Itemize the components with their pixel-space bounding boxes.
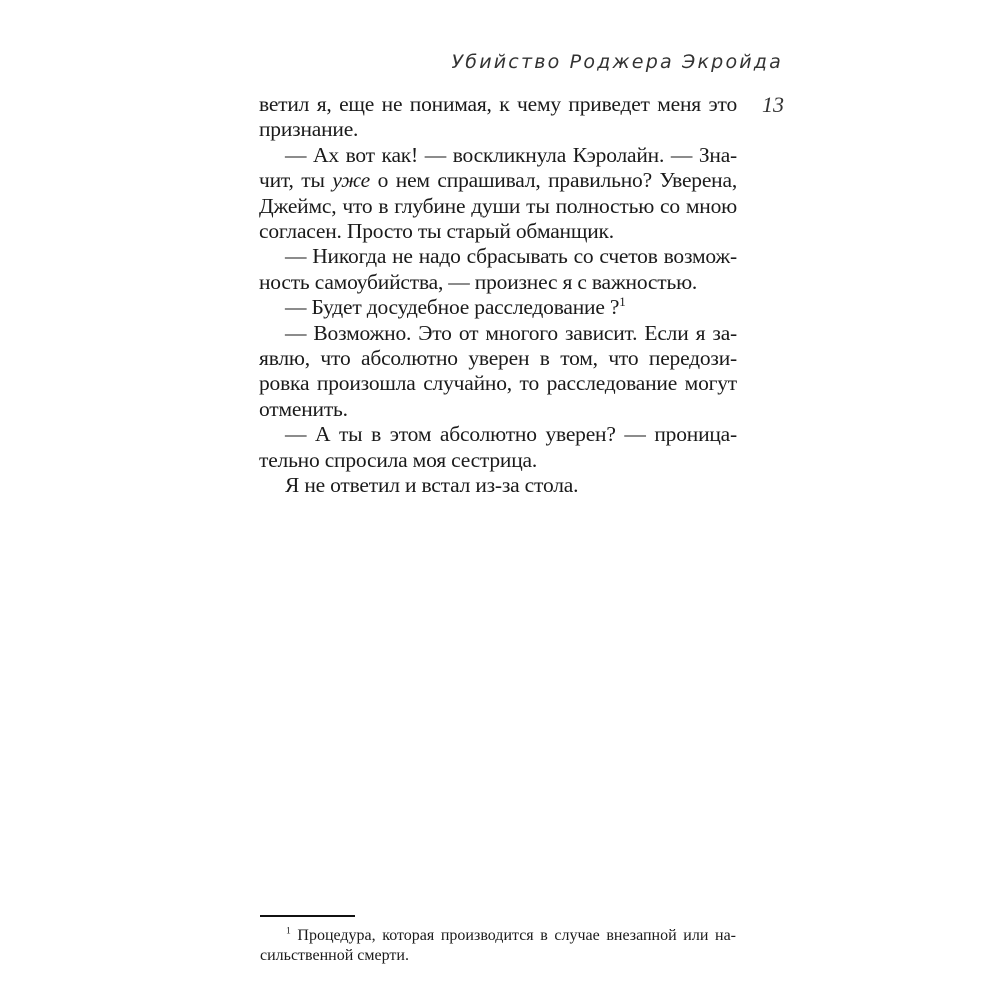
- emphasis-text: уже: [332, 168, 370, 193]
- page-number: 13: [762, 92, 784, 117]
- footnote-separator: [260, 915, 355, 917]
- text-segment: признание.: [259, 117, 359, 142]
- text-line: [259, 117, 737, 142]
- text-line: [259, 397, 737, 422]
- text-line: [259, 219, 737, 244]
- text-segment: тельно спросила моя сестрица.: [259, 447, 538, 472]
- text-segment: отменить.: [259, 396, 348, 421]
- text-segment: ровка произошла случайно, то расследование могут: [259, 371, 737, 396]
- text-segment: — Ах вот как! — воскликнула Кэролайн. — Зна-: [285, 142, 737, 167]
- text-segment: о нем спрашивал, правильно? Уверена,: [370, 168, 737, 193]
- text-line: [259, 143, 737, 168]
- text-line: [259, 321, 737, 346]
- text-segment: ность самоубийства, — произнес я с важностью.: [259, 269, 698, 294]
- footnote-line: [260, 946, 736, 965]
- footnote-line: [260, 926, 736, 945]
- text-segment: Джеймс, что в глубине души ты полностью со мною: [259, 193, 737, 218]
- text-line: [259, 371, 737, 396]
- text-line: [259, 422, 737, 447]
- text-line: [259, 244, 737, 269]
- text-segment: ветил я, еще не понимая, к чему приведет меня это: [259, 92, 737, 116]
- text-segment: — Будет досудебное расследование ?: [285, 295, 620, 320]
- footnote-text: сильственной смерти.: [260, 947, 409, 964]
- running-header: Убийство Роджера Экройда: [451, 51, 783, 73]
- text-segment: — А ты в этом абсолютно уверен? — проница-: [285, 422, 737, 447]
- text-line: [259, 448, 737, 473]
- text-line: [259, 295, 737, 320]
- text-segment: согласен. Просто ты старый обманщик.: [259, 219, 614, 243]
- text-line: [259, 92, 737, 117]
- text-line: [259, 168, 737, 193]
- text-line: [259, 270, 737, 295]
- text-segment: Я не ответил и встал из-за стола.: [285, 473, 579, 497]
- text-line: [259, 346, 737, 371]
- text-line: [259, 194, 737, 219]
- text-line: [259, 473, 737, 498]
- text-segment: — Никогда не надо сбрасывать со счетов возмож-: [285, 244, 737, 269]
- footnote-text: Процедура, которая производится в случае внезапной или на-: [297, 927, 736, 944]
- footnote-reference[interactable]: 1: [619, 295, 626, 310]
- text-segment: — Возможно. Это от многого зависит. Если я за-: [285, 320, 737, 345]
- text-segment: чит, ты: [259, 168, 333, 193]
- text-segment: явлю, что абсолютно уверен в том, что передози-: [259, 346, 737, 370]
- footnote-marker: 1: [286, 925, 291, 937]
